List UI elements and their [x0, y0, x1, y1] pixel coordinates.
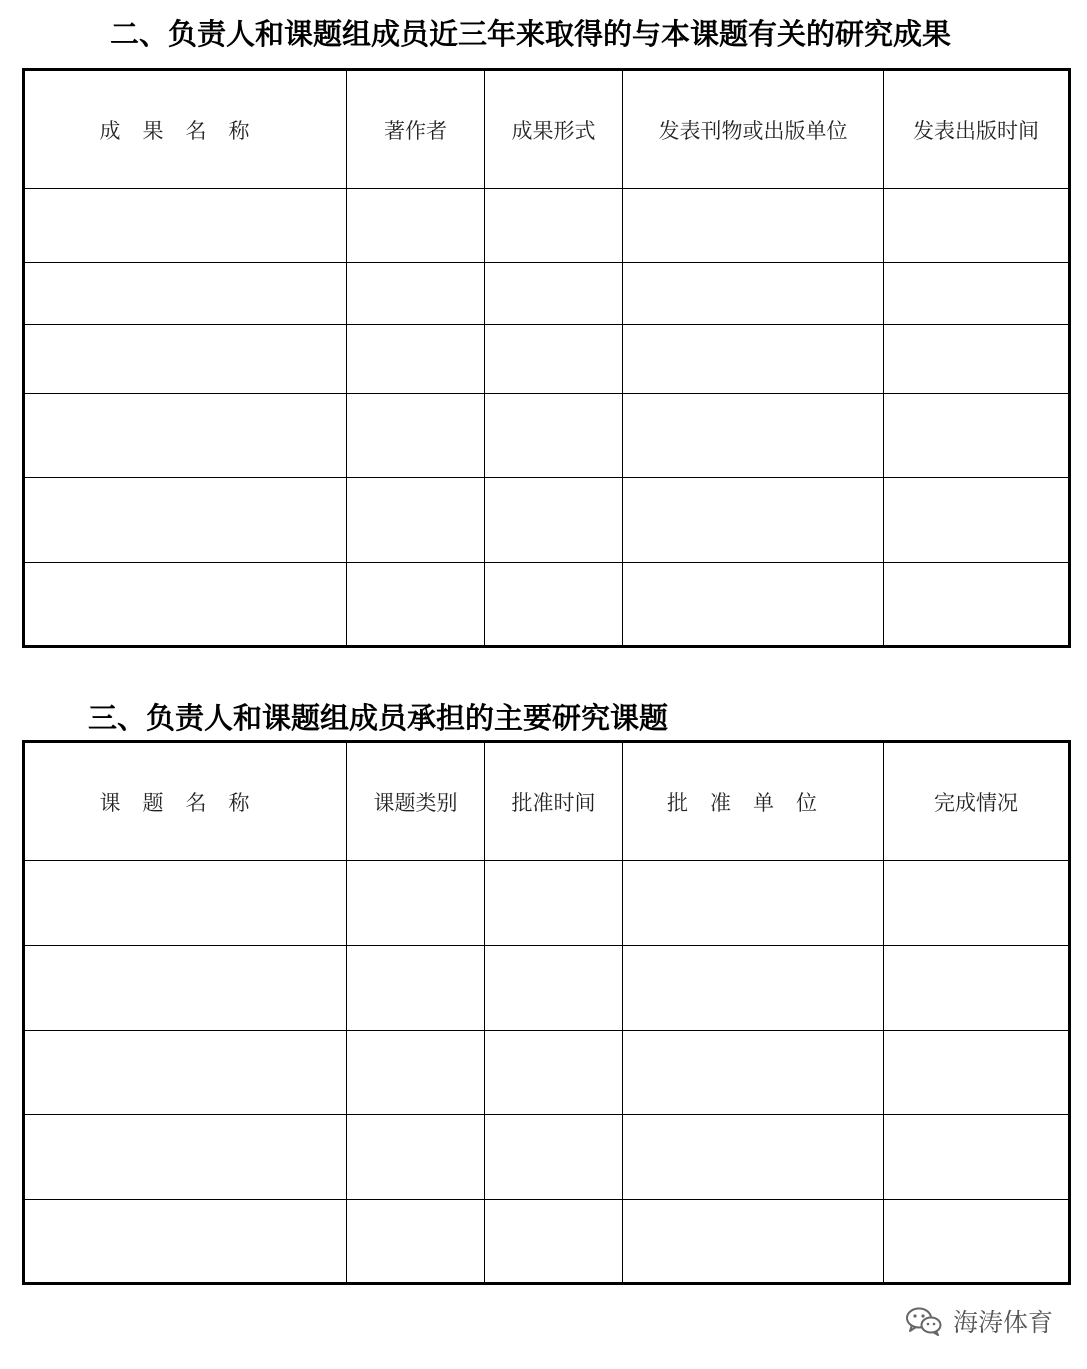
cell-achievement-form[interactable]: [485, 263, 623, 325]
table-row: [24, 394, 1070, 478]
cell-publisher[interactable]: [623, 394, 884, 478]
cell-author[interactable]: [347, 394, 485, 478]
cell-publish-date[interactable]: [884, 394, 1070, 478]
watermark: [905, 1303, 1053, 1339]
table-row: [24, 1031, 1070, 1115]
table-row: [24, 563, 1070, 647]
cell-project-category[interactable]: [347, 946, 485, 1031]
cell-publisher[interactable]: [623, 263, 884, 325]
header-completion-status: 完成情况: [884, 742, 1070, 861]
cell-publisher[interactable]: [623, 563, 884, 647]
table-row: [24, 946, 1070, 1031]
cell-approval-date[interactable]: [485, 861, 623, 946]
header-achievement-form: 成果形式: [485, 70, 623, 189]
cell-approval-unit[interactable]: [623, 1115, 884, 1200]
achievements-table: [22, 68, 1071, 648]
cell-publish-date[interactable]: [884, 263, 1070, 325]
table-header-row: [24, 70, 1070, 189]
cell-achievement-name[interactable]: [24, 263, 347, 325]
table-row: [24, 1115, 1070, 1200]
table-row: [24, 1200, 1070, 1284]
cell-completion-status[interactable]: [884, 861, 1070, 946]
header-publisher: 发表刊物或出版单位: [623, 70, 884, 189]
cell-author[interactable]: [347, 563, 485, 647]
header-author: 著作者: [347, 70, 485, 189]
table-row: [24, 263, 1070, 325]
cell-completion-status[interactable]: [884, 1031, 1070, 1115]
cell-publish-date[interactable]: [884, 478, 1070, 563]
cell-project-name[interactable]: [24, 1200, 347, 1284]
header-approval-unit: 批准单位: [623, 742, 884, 861]
cell-project-category[interactable]: [347, 1200, 485, 1284]
cell-achievement-name[interactable]: [24, 394, 347, 478]
cell-author[interactable]: [347, 263, 485, 325]
header-achievement-name: 成果名称: [24, 70, 347, 189]
cell-project-name[interactable]: [24, 1115, 347, 1200]
cell-author[interactable]: [347, 189, 485, 263]
cell-project-category[interactable]: [347, 861, 485, 946]
cell-achievement-form[interactable]: [485, 563, 623, 647]
cell-approval-unit[interactable]: [623, 946, 884, 1031]
table-row: [24, 189, 1070, 263]
cell-achievement-name[interactable]: [24, 325, 347, 394]
cell-project-category[interactable]: [347, 1031, 485, 1115]
cell-completion-status[interactable]: [884, 946, 1070, 1031]
cell-author[interactable]: [347, 478, 485, 563]
section-title-achievements: 二、负责人和课题组成员近三年来取得的与本课题有关的研究成果: [110, 17, 952, 51]
cell-publish-date[interactable]: [884, 325, 1070, 394]
cell-approval-date[interactable]: [485, 1200, 623, 1284]
cell-approval-unit[interactable]: [623, 861, 884, 946]
cell-achievement-form[interactable]: [485, 189, 623, 263]
cell-publisher[interactable]: [623, 189, 884, 263]
table-row: [24, 478, 1070, 563]
cell-approval-date[interactable]: [485, 1031, 623, 1115]
cell-achievement-name[interactable]: [24, 189, 347, 263]
cell-project-name[interactable]: [24, 1031, 347, 1115]
cell-achievement-form[interactable]: [485, 478, 623, 563]
header-approval-date: 批准时间: [485, 742, 623, 861]
cell-achievement-form[interactable]: [485, 325, 623, 394]
cell-achievement-name[interactable]: [24, 563, 347, 647]
table-header-row: [24, 742, 1070, 861]
cell-achievement-name[interactable]: [24, 478, 347, 563]
cell-approval-unit[interactable]: [623, 1200, 884, 1284]
header-publish-date: 发表出版时间: [884, 70, 1070, 189]
wechat-icon: [905, 1306, 943, 1336]
cell-completion-status[interactable]: [884, 1115, 1070, 1200]
cell-project-name[interactable]: [24, 861, 347, 946]
watermark-text: 海涛体育: [952, 1308, 1053, 1337]
cell-publisher[interactable]: [623, 478, 884, 563]
section-title-projects: 三、负责人和课题组成员承担的主要研究课题: [88, 701, 669, 735]
cell-approval-unit[interactable]: [623, 1031, 884, 1115]
cell-project-category[interactable]: [347, 1115, 485, 1200]
cell-publish-date[interactable]: [884, 563, 1070, 647]
cell-publish-date[interactable]: [884, 189, 1070, 263]
cell-publisher[interactable]: [623, 325, 884, 394]
cell-author[interactable]: [347, 325, 485, 394]
cell-achievement-form[interactable]: [485, 394, 623, 478]
cell-project-name[interactable]: [24, 946, 347, 1031]
cell-approval-date[interactable]: [485, 1115, 623, 1200]
table-row: [24, 861, 1070, 946]
cell-completion-status[interactable]: [884, 1200, 1070, 1284]
projects-table: [22, 740, 1071, 1285]
header-project-category: 课题类别: [347, 742, 485, 861]
cell-approval-date[interactable]: [485, 946, 623, 1031]
table-row: [24, 325, 1070, 394]
header-project-name: 课题名称: [24, 742, 347, 861]
